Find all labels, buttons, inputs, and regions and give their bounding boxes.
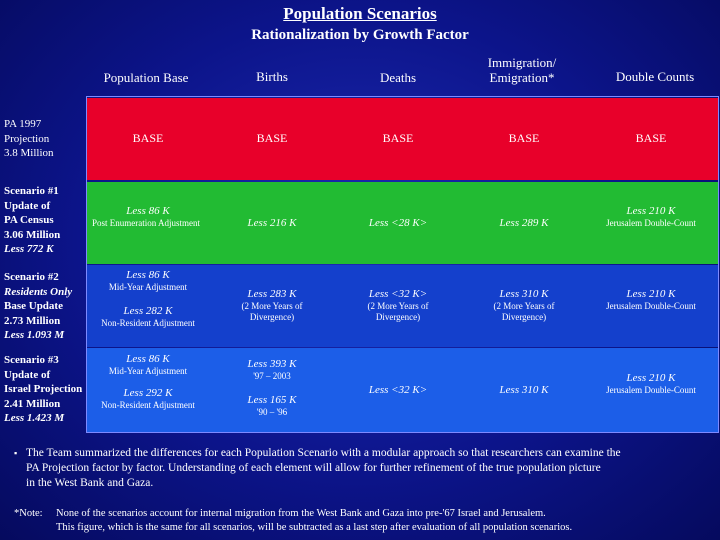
cell-scenario2-deaths: Less <32 K> (2 More Years of Divergence) <box>367 288 429 322</box>
cell-scenario1-immigration: Less 289 K <box>499 217 549 229</box>
footnote <box>14 507 718 535</box>
cell-scenario3-deaths: Less <32 K> <box>368 384 428 396</box>
footnote-label: *Note: <box>14 508 43 519</box>
column-header-population-base: Population Base <box>103 70 189 85</box>
cell-scenario2-base: Less 86 K Mid-Year Adjustment Less 282 K Non-Resident Adjustment <box>101 269 195 328</box>
cell-base: BASE <box>382 131 414 145</box>
slide-subtitle: Rationalization by Growth Factor <box>251 27 469 43</box>
cell-scenario2-births: Less 283 K (2 More Years of Divergence) <box>241 288 303 322</box>
bullet-icon: ▪ <box>14 448 18 458</box>
slide-title: Population Scenarios <box>283 4 437 23</box>
column-header-double-counts: Double Counts <box>615 69 695 84</box>
cell-scenario1-double-counts: Less 210 K Jerusalem Double-Count <box>606 205 696 228</box>
cell-base: BASE <box>132 131 164 145</box>
row-label-scenario-2: Scenario #2 Residents Only Base Update 2.73 Million Less 1.093 M <box>4 271 73 341</box>
summary-bullet: ▪ The Team summarized the differences for each Population Scenario with a modular approach so that researchers can examine the PA Projection factor by factor. Understanding of each element will allow for further refinement of the true population picture in the West Bank and Gaza. <box>14 447 621 489</box>
column-header-deaths: Deaths <box>379 70 417 85</box>
cell-scenario3-immigration: Less 310 K <box>499 384 549 396</box>
footnote-line: This figure, which is the same for all scenarios, will be subtracted as a last step after evaluation of all population scenarios. <box>56 522 573 533</box>
cell-base: BASE <box>508 131 540 145</box>
cell-base: BASE <box>256 131 288 145</box>
row-label-scenario-3: Scenario #3 Update of Israel Projection 2.41 Million Less 1.423 M <box>4 354 83 424</box>
cell-scenario2-double-counts: Less 210 K Jerusalem Double-Count <box>606 288 696 311</box>
cell-scenario1-births: Less 216 K <box>247 217 297 229</box>
column-header-births: Births <box>256 69 288 84</box>
cell-scenario2-immigration: Less 310 K (2 More Years of Divergence) <box>493 288 555 322</box>
column-header-immigration: Immigration/ Emigration* <box>487 55 557 85</box>
cell-scenario3-double-counts: Less 210 K Jerusalem Double-Count <box>606 372 696 395</box>
row-label-pa-1997: PA 1997 Projection 3.8 Million <box>4 118 54 159</box>
cell-scenario1-deaths: Less <28 K> <box>368 217 428 229</box>
cell-scenario3-base: Less 86 K Mid-Year Adjustment Less 292 K Non-Resident Adjustment <box>101 353 195 410</box>
footnote-line: None of the scenarios account for internal migration from the West Bank and Gaza into pre-'67 Israel and Jerusalem. <box>56 508 546 519</box>
cell-base: BASE <box>635 131 667 145</box>
row-label-scenario-1: Scenario #1 Update of PA Census 3.06 Million Less 772 K <box>4 185 61 255</box>
cell-scenario1-base: Less 86 K Post Enumeration Adjustment <box>92 205 200 228</box>
cell-scenario3-births: Less 393 K '97 – 2003 Less 165 K '90 – '96 <box>247 358 297 417</box>
